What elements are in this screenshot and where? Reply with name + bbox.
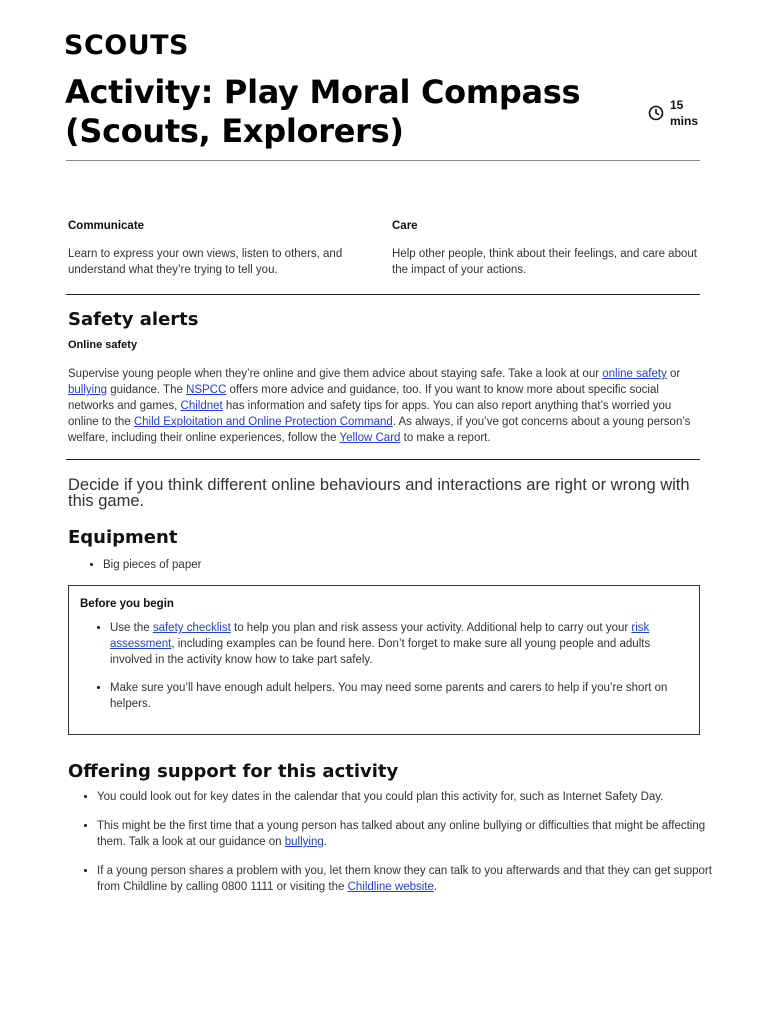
skill-text: Help other people, think about their feelings, and care about the impact of your actions. bbox=[392, 248, 697, 276]
bullying-guidance-link[interactable]: bullying bbox=[284, 836, 324, 848]
childnet-link[interactable]: Childnet bbox=[180, 400, 223, 412]
yellow-card-link[interactable]: Yellow Card bbox=[339, 432, 401, 444]
duration-number: 15 bbox=[670, 98, 684, 112]
before-you-begin-heading: Before you begin bbox=[80, 598, 174, 610]
list-item: • Big pieces of paper bbox=[103, 557, 201, 573]
duration-unit: mins bbox=[670, 114, 699, 128]
childline-website-link[interactable]: Childline website bbox=[347, 881, 434, 893]
list-item: • This might be the first time that a young person has talked about any online bullying or difficulties that might be affecting them. Talk a look at our guidance on bullying. bbox=[97, 818, 717, 850]
divider bbox=[66, 294, 700, 295]
skill-heading: Care bbox=[392, 220, 418, 232]
list-item: • If a young person shares a problem with you, let them know they can talk to you afterwards and that they can get support from Childline by calling 0800 1111 or visiting the Childline website. bbox=[97, 863, 717, 895]
skill-communicate bbox=[68, 220, 358, 278]
nspcc-link[interactable]: NSPCC bbox=[186, 384, 227, 396]
list-item: • Use the safety checklist to help you plan and risk assess your activity. Additional help to carry out your risk assessment, including examples can be found here. Don’t forget to make sure all young people and adults involved in the activity know how to take part safely. bbox=[110, 620, 695, 668]
clock-icon bbox=[648, 105, 664, 121]
support-list bbox=[68, 789, 717, 908]
duration bbox=[648, 97, 704, 129]
skill-heading: Communicate bbox=[68, 220, 145, 232]
online-safety-heading: Online safety bbox=[68, 339, 138, 351]
list-item: • Make sure you’ll have enough adult helpers. You may need some parents and carers to help if you’re short on helpers. bbox=[110, 680, 695, 712]
duration-label bbox=[670, 97, 704, 129]
divider bbox=[66, 160, 700, 161]
activity-intro: Decide if you think different online behaviours and interactions are right or wrong with this game. bbox=[68, 476, 690, 510]
page-title: Activity: Play Moral Compass (Scouts, Explorers) bbox=[65, 73, 581, 150]
risk-assessment-link[interactable]: risk assessment bbox=[110, 622, 650, 650]
safety-alerts-heading: Safety alerts bbox=[68, 309, 199, 330]
scouts-logo: SCOUTS bbox=[64, 30, 190, 61]
support-heading: Offering support for this activity bbox=[68, 761, 399, 782]
equipment-list bbox=[88, 557, 201, 573]
bullying-link[interactable]: bullying bbox=[68, 384, 107, 396]
skill-care bbox=[392, 220, 702, 278]
divider bbox=[66, 459, 700, 460]
before-you-begin-box bbox=[68, 585, 700, 735]
list-item: • You could look out for key dates in the calendar that you could plan this activity for, such as Internet Safety Day. bbox=[97, 789, 717, 805]
equipment-heading: Equipment bbox=[68, 527, 178, 548]
safety-checklist-link[interactable]: safety checklist bbox=[152, 622, 231, 634]
before-you-begin-list bbox=[94, 620, 695, 724]
online-safety-link[interactable]: online safety bbox=[602, 368, 667, 380]
skill-text: Learn to express your own views, listen to others, and understand what they’re trying to tell you. bbox=[68, 248, 343, 276]
online-safety-text: Supervise young people when they’re online and give them advice about staying safe. Take a look at our online safety or bullying guidance. The NSPCC offers more advice and guidance, too. If you want to know more about specific social networks and games, Childnet has information and safety tips for apps. You can also report anything that’s worried you online to the Child Exploitation and Online Protection Command. As always, if you’ve got concerns about a young person’s welfare, including their online experiences, follow the Yellow Card to make a report. bbox=[68, 368, 691, 444]
ceop-link[interactable]: Child Exploitation and Online Protection Command bbox=[133, 416, 393, 428]
